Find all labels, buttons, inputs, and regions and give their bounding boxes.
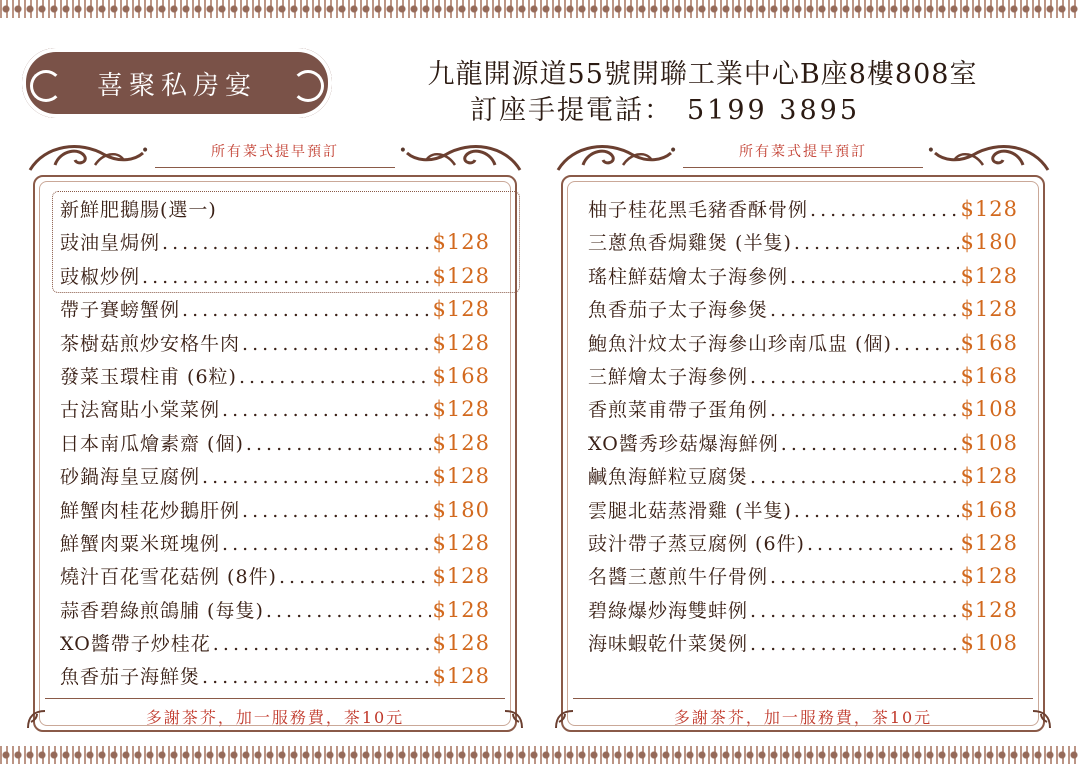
dish-price: $128 <box>960 297 1018 322</box>
dot-leader <box>266 600 431 622</box>
dot-leader <box>770 566 959 588</box>
dish-price: $128 <box>960 564 1018 589</box>
menu-item <box>60 662 490 695</box>
dish-name: 豉汁帶子蒸豆腐例 (6件) <box>588 532 805 555</box>
dot-leader <box>794 232 959 254</box>
menu-item <box>588 429 1018 462</box>
menu-item <box>60 228 490 261</box>
dish-price: $168 <box>432 363 490 388</box>
corner-flourish-icon <box>25 708 47 730</box>
dot-leader <box>142 266 431 288</box>
dish-name: 雲腿北菇蒸滑雞 (半隻) <box>588 499 792 522</box>
phone-line <box>470 88 860 127</box>
dish-name: 豉油皇焗例 <box>60 232 161 255</box>
dish-name: 名醬三蔥煎牛仔骨例 <box>588 566 769 589</box>
menu-item <box>60 496 490 529</box>
menu-item <box>60 295 490 328</box>
scroll-ornament-icon <box>25 135 145 175</box>
dot-leader <box>202 466 431 488</box>
dish-name: 鮮蟹肉粟米斑塊例 <box>60 532 221 555</box>
dish-name: 帶子賽螃蟹例 <box>60 299 181 322</box>
menu-item <box>588 262 1018 295</box>
dot-leader <box>222 399 431 421</box>
dish-name: 魚香茄子海鮮煲 <box>60 666 201 689</box>
dot-leader <box>242 333 431 355</box>
service-charge-note: 多謝茶芥，加一服務費，茶10元 <box>573 698 1033 728</box>
dot-leader <box>810 199 959 221</box>
dish-price: $168 <box>960 497 1018 522</box>
dish-name: XO醬秀珍菇爆海鮮例 <box>588 432 779 455</box>
menu-item <box>588 228 1018 261</box>
dot-leader <box>246 433 431 455</box>
dish-name: 海味蝦乾什菜煲例 <box>588 633 749 656</box>
menu-item <box>60 395 490 428</box>
dish-name: 古法窩貼小棠菜例 <box>60 399 221 422</box>
dish-price: $168 <box>960 363 1018 388</box>
corner-flourish-icon <box>503 708 525 730</box>
menu-item <box>60 362 490 395</box>
dish-price: $128 <box>432 263 490 288</box>
menu-item <box>588 395 1018 428</box>
dish-name: XO醬帶子炒桂花 <box>60 633 211 656</box>
dot-leader <box>213 633 431 655</box>
menu-item <box>60 329 490 362</box>
dot-leader <box>222 533 431 555</box>
menu-item <box>588 496 1018 529</box>
menu-list-right <box>588 195 1018 662</box>
dish-name: 豉椒炒例 <box>60 265 141 288</box>
dot-leader <box>794 500 959 522</box>
dot-leader <box>781 433 959 455</box>
menu-item <box>60 462 490 495</box>
address: 九龍開源道55號開聯工業中心B座8樓808室 <box>427 59 978 90</box>
dish-name: 鹹魚海鮮粒豆腐煲 <box>588 466 749 489</box>
dish-price: $128 <box>432 530 490 555</box>
menu-item <box>60 262 490 295</box>
top-lace-border <box>0 0 1080 18</box>
dot-leader <box>894 333 959 355</box>
menu-item <box>588 362 1018 395</box>
dish-name: 柚子桂花黑毛豬香酥骨例 <box>588 199 809 221</box>
dish-price: $128 <box>960 597 1018 622</box>
dish-price: $128 <box>432 330 490 355</box>
dish-name: 魚香茄子太子海參煲 <box>588 299 769 322</box>
scroll-ornament-icon <box>933 135 1053 175</box>
dot-leader <box>162 232 431 254</box>
dish-price: $128 <box>960 464 1018 489</box>
corner-flourish-icon <box>553 708 575 730</box>
dot-leader <box>807 533 959 555</box>
dish-name: 碧綠爆炒海雙蚌例 <box>588 599 749 622</box>
menu-item <box>60 629 490 662</box>
dish-price: $128 <box>432 297 490 322</box>
dish-name: 鮮蟹肉桂花炒鵝肝例 <box>60 499 241 522</box>
scroll-ornament-icon <box>405 135 525 175</box>
dot-leader <box>279 566 431 588</box>
menu-item <box>588 295 1018 328</box>
menu-panel-right <box>553 135 1053 740</box>
dish-price: $108 <box>960 631 1018 656</box>
dish-name: 瑤柱鮮菇燴太子海參例 <box>588 265 789 288</box>
dish-name: 香煎菜甫帶子蛋角例 <box>588 399 769 422</box>
restaurant-name-plaque <box>22 48 332 118</box>
menu-panel-left <box>25 135 525 740</box>
advance-order-notice: • 所有菜式提早預訂 • <box>683 141 923 168</box>
dot-leader <box>239 366 431 388</box>
dot-leader <box>770 399 959 421</box>
dot-leader <box>182 299 431 321</box>
menu-item <box>588 529 1018 562</box>
menu-item <box>60 429 490 462</box>
dot-leader <box>750 466 959 488</box>
dish-name: 茶樹菇煎炒安格牛肉 <box>60 332 241 355</box>
dish-name: 蒜香碧綠煎鴿脯 (每隻) <box>60 599 264 622</box>
advance-order-notice: • 所有菜式提早預訂 • <box>155 141 395 168</box>
menu-item <box>588 596 1018 629</box>
dish-price: $128 <box>960 263 1018 288</box>
dot-leader <box>770 299 959 321</box>
dot-leader <box>750 366 959 388</box>
dish-price: $180 <box>432 497 490 522</box>
dish-price: $128 <box>432 564 490 589</box>
dot-leader <box>242 500 431 522</box>
dish-price: $128 <box>432 664 490 689</box>
menu-item <box>588 629 1018 662</box>
phone-number: 5199 3895 <box>687 95 861 126</box>
dish-name: 三蔥魚香焗雞煲 (半隻) <box>588 232 792 255</box>
menu-item <box>60 529 490 562</box>
dish-name: 三鮮燴太子海參例 <box>588 365 749 388</box>
dish-price: $128 <box>432 597 490 622</box>
dish-price: $128 <box>432 631 490 656</box>
dot-leader <box>750 600 959 622</box>
menu-item <box>60 596 490 629</box>
corner-flourish-icon <box>1031 708 1053 730</box>
dish-price: $108 <box>960 430 1018 455</box>
menu-item <box>60 562 490 595</box>
phone-label: 訂座手提電話： <box>470 95 673 126</box>
menu-item <box>588 195 1018 228</box>
dish-price: $128 <box>432 397 490 422</box>
dish-name: 燒汁百花雪花菇例 (8件) <box>60 566 277 589</box>
scroll-ornament-icon <box>553 135 673 175</box>
dish-price: $128 <box>432 464 490 489</box>
service-charge-note: 多謝茶芥，加一服務費，茶10元 <box>45 698 505 728</box>
dish-price: $108 <box>960 397 1018 422</box>
dish-name: 鮑魚汁炆太子海參山珍南瓜盅 (個) <box>588 332 892 355</box>
bottom-lace-border <box>0 746 1080 764</box>
dish-price: $128 <box>432 430 490 455</box>
dish-price: $168 <box>960 330 1018 355</box>
dot-leader <box>750 633 959 655</box>
menu-list-left <box>60 195 490 696</box>
restaurant-name: 喜聚私房宴 <box>96 70 257 101</box>
menu-item <box>588 462 1018 495</box>
dot-leader <box>790 266 959 288</box>
menu-item <box>588 329 1018 362</box>
dish-price: $128 <box>960 530 1018 555</box>
dish-price: $128 <box>960 197 1018 221</box>
dot-leader <box>202 666 431 688</box>
group-label-row <box>60 195 490 228</box>
dish-name: 砂鍋海皇豆腐例 <box>60 466 201 489</box>
dish-price: $180 <box>960 230 1018 255</box>
menu-item <box>588 562 1018 595</box>
dish-name: 日本南瓜燴素齋 (個) <box>60 432 244 455</box>
dish-name: 發菜玉環柱甫 (6粒) <box>60 365 237 388</box>
group-label: 新鮮肥鵝腸(選一) <box>60 199 217 221</box>
dish-price: $128 <box>432 230 490 255</box>
